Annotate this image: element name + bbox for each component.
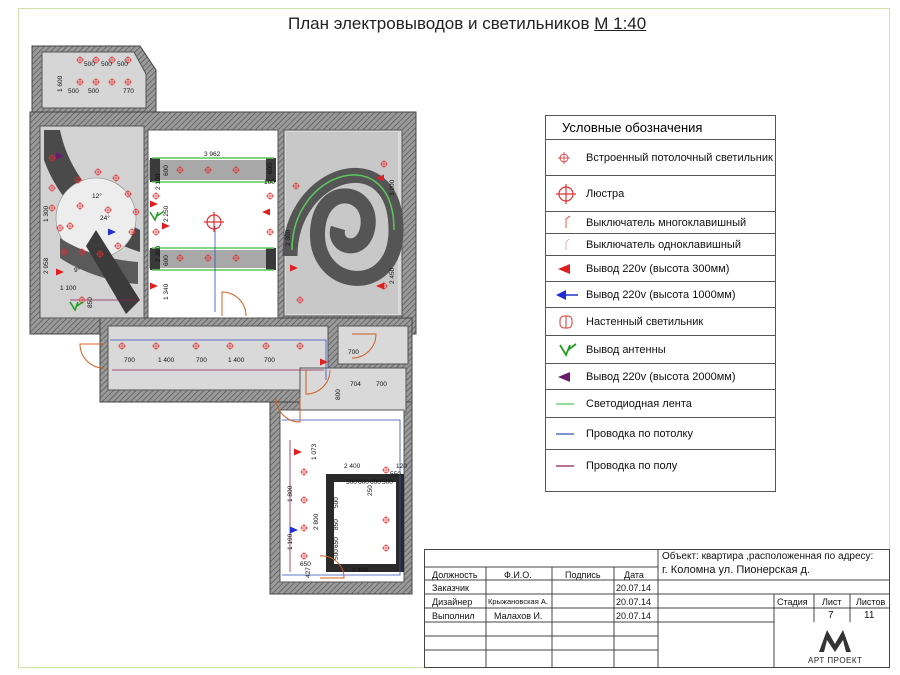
dim-label: 1 400 [158,357,175,364]
dim-label: 2 958 [43,257,50,274]
dim-label: 850 [87,297,94,308]
dim-label: 500 [117,61,128,68]
dim-label: 500 [101,61,112,68]
led-strip-icon [552,390,580,417]
dim-label: 500 [68,88,79,95]
dim-label: 600 [163,165,170,176]
dim-label: 650 [333,537,340,548]
legend-item [546,212,775,234]
dim-label: 770 [123,88,134,95]
tb-date: 20.07.14 [616,611,652,621]
outlet-2000-icon [552,364,580,389]
dim-label: 1 400 [228,357,245,364]
dim-label: 1 600 [57,75,64,92]
dim-label: 12° [92,193,102,200]
dim-label: 3 962 [204,151,221,158]
legend-item [546,234,775,256]
dim-label: 700 [124,357,135,364]
plan-scale: М 1:40 [594,14,647,33]
chandelier-icon [552,176,580,211]
legend-item [546,418,775,450]
dim-label: 600 [163,255,170,266]
dim-label: 2 300 [285,229,292,246]
tb-role: Заказчик [432,583,469,593]
ceiling-wiring-icon [552,418,580,449]
dim-label: 650 [300,561,311,568]
legend-item [546,364,775,390]
tb-date: 20.07.14 [616,597,652,607]
dim-label: 2 100 [155,173,162,190]
dim-label: 500 [346,479,357,486]
legend-label: Проводка по полу [586,460,678,472]
legend-item [546,450,775,482]
tb-object-line2: г. Коломна ул. Пионерская д. [662,564,810,576]
dim-label: 1 073 [311,443,318,460]
dim-label: 100 [264,179,275,186]
tb-name: Малахов И. [494,611,543,621]
dim-label: 500 [333,497,340,508]
dim-label: 704 [350,381,361,388]
multi-switch-icon [552,212,580,233]
plan-title-text: План электровыводов и светильников [288,14,590,33]
outlet-1000-icon [552,282,580,307]
art-project-logo-icon [815,626,855,656]
dim-label: 2 400 [352,567,369,574]
legend-item [546,140,775,176]
tb-stage-label: Стадия [777,597,808,607]
dim-label: 2 250 [163,205,170,222]
dim-label: 2 400 [344,463,361,470]
tb-name: Крыжановская А. [488,597,548,606]
tb-sheet-number: 7 [828,610,834,621]
legend-label: Выключатель многоклавишный [586,216,747,229]
floor-wiring-icon [552,450,580,482]
tb-header-date: Дата [624,570,644,580]
outlet-300-icon [552,256,580,281]
dim-label: 9° [74,267,81,274]
dim-label: 700 [348,349,359,356]
dim-label: 1 190 [287,533,294,550]
dim-label: 850 [333,519,340,530]
ceiling-light-icon [552,140,580,175]
legend-item [546,282,775,308]
tb-role: Выполнил [432,611,475,621]
tb-header-role: Должность [432,570,478,580]
dim-label: 2 800 [313,513,320,530]
legend-label: Светодиодная лента [586,397,692,410]
legend-label: Вывод антенны [586,343,666,356]
legend-label: Выключатель одноклавишный [586,238,741,251]
legend-label: Вывод 220v (высота 1000мм) [586,288,736,301]
legend-label: Настенный светильник [586,315,704,328]
tb-header-signature: Подпись [565,570,601,580]
legend-title: Условные обозначения [546,116,775,140]
dim-label: 700 [264,357,275,364]
tb-role: Дизайнер [432,597,473,607]
dim-label: 800 [335,389,342,400]
dim-label: 500 [333,549,340,560]
legend-item [546,390,775,418]
legend-label: Вывод 220v (высота 300мм) [586,262,730,275]
dim-label: 500 [84,61,95,68]
dim-label: 1 100 [60,285,77,292]
dim-label: 1 300 [43,205,50,222]
dim-label: 1 800 [287,485,294,502]
dim-label: 2 450 [389,267,396,284]
company-logo-text: АРТ ПРОЕКТ [808,656,863,665]
tb-object-line1: Объект: квартира ,расположенная по адресу: [662,551,874,562]
dim-label: 250 [367,485,374,496]
legend-item [546,336,775,364]
legend-label: Проводка по потолку [586,427,693,440]
dim-label: 1 340 [163,283,170,300]
single-switch-icon [552,234,580,255]
legend-panel [545,115,776,492]
legend-label: Вывод 220v (высота 2000мм) [586,370,736,383]
dim-label: 2 300 [155,245,162,262]
wall-light-icon [552,308,580,335]
dim-label: 700 [376,381,387,388]
dim-label: 500 [382,479,393,486]
legend-label: Встроенный потолочный светильник [586,151,773,164]
dim-label: 600 [358,479,369,486]
tb-header-name: Ф.И.О. [504,570,532,580]
dim-label: 600 [370,479,381,486]
dim-label: 500 [88,88,99,95]
dim-label: 600 [267,163,274,174]
dim-label: 120 [396,463,407,470]
dim-label: 700 [196,357,207,364]
antenna-outlet-icon [552,336,580,363]
tb-sheets-count: 11 [864,610,875,621]
dim-label: 427 [305,567,312,578]
dim-label: 550 [390,471,401,478]
legend-label: Люстра [586,187,625,200]
tb-date: 20.07.14 [616,583,652,593]
legend-item [546,176,775,212]
dim-label: 24° [100,215,110,222]
tb-sheets-label: Листов [856,597,886,607]
tb-sheet-label: Лист [822,597,842,607]
legend-item [546,308,775,336]
dim-label: 3 200 [389,179,396,196]
legend-item [546,256,775,282]
